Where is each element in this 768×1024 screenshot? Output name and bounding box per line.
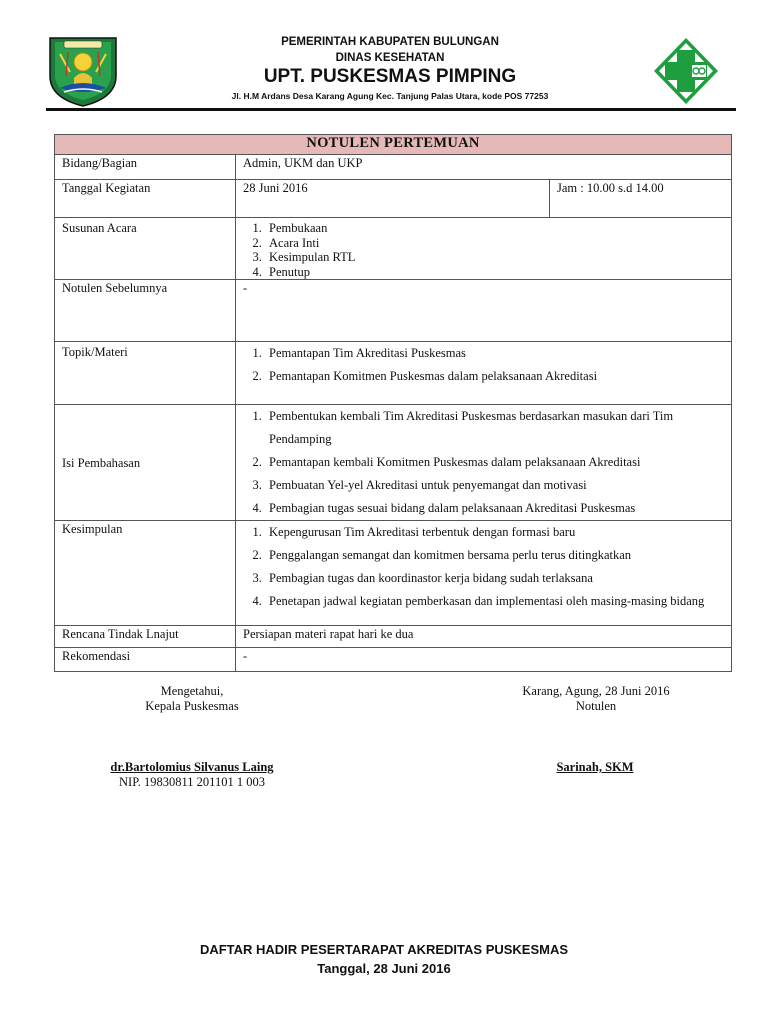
value-kesimpulan bbox=[236, 521, 732, 626]
head-name: dr.Bartolomius Silvanus Laing bbox=[110, 760, 274, 774]
topic-list bbox=[243, 342, 724, 388]
agenda-list bbox=[243, 221, 724, 279]
minute-taker-name: Sarinah, SKM bbox=[556, 760, 634, 774]
minutes-table bbox=[54, 134, 732, 672]
value-jam: Jam : 10.00 s.d 14.00 bbox=[550, 180, 732, 218]
value-topik bbox=[236, 342, 732, 405]
header-government-line: PEMERINTAH KABUPATEN BULUNGAN bbox=[281, 36, 499, 48]
label-bidang: Bidang/Bagian bbox=[55, 155, 236, 180]
list-item: 1. Pembentukan kembali Tim Akreditasi Puskesmas berdasarkan masukan dari Tim Pendamping bbox=[265, 405, 724, 451]
label-tanggal: Tanggal Kegiatan bbox=[55, 180, 236, 218]
label-kesimpulan: Kesimpulan bbox=[55, 521, 236, 626]
signatory-left bbox=[72, 760, 312, 790]
list-item: 3. Pembagian tugas dan koordinastor kerja bidang sudah terlaksana bbox=[265, 567, 724, 590]
header-institution-name: UPT. PUSKESMAS PIMPING bbox=[263, 66, 517, 87]
value-bidang: Admin, UKM dan UKP bbox=[236, 155, 732, 180]
value-tanggal: 28 Juni 2016 bbox=[236, 180, 550, 218]
sig-left-line2: Kepala Puskesmas bbox=[145, 699, 239, 713]
letterhead bbox=[0, 0, 768, 112]
header-department-line: DINAS KESEHATAN bbox=[335, 52, 445, 64]
conclusion-list bbox=[243, 521, 724, 613]
signature-right bbox=[480, 684, 712, 714]
minutes-title: NOTULEN PERTEMUAN bbox=[55, 135, 732, 155]
puskesmas-cross-icon bbox=[652, 36, 720, 106]
label-topik: Topik/Materi bbox=[55, 342, 236, 405]
header-address: Jl. H.M Ardans Desa Karang Agung Kec. Tanjung Palas Utara, kode POS 77253 bbox=[231, 91, 549, 101]
list-item: 2. Pemantapan Komitmen Puskesmas dalam pelaksanaan Akreditasi bbox=[265, 365, 724, 388]
sig-right-line1: Karang, Agung, 28 Juni 2016 bbox=[522, 684, 670, 698]
label-isi: Isi Pembahasan bbox=[55, 405, 236, 521]
attendance-date: Tanggal, 28 Juni 2016 bbox=[317, 961, 451, 976]
label-rekomendasi: Rekomendasi bbox=[55, 648, 236, 672]
list-item: 1. Pembukaan bbox=[265, 221, 724, 236]
value-rtl: Persiapan materi rapat hari ke dua bbox=[236, 626, 732, 648]
label-notulen-sebelumnya: Notulen Sebelumnya bbox=[55, 280, 236, 342]
list-item: 4. Penutup bbox=[265, 265, 724, 280]
value-isi bbox=[236, 405, 732, 521]
list-item: 1. Kepengurusan Tim Akreditasi terbentuk dengan formasi baru bbox=[265, 521, 724, 544]
sig-left-line1: Mengetahui, bbox=[160, 684, 224, 698]
head-nip: NIP. 19830811 201101 1 003 bbox=[119, 775, 265, 789]
value-notulen-sebelumnya: - bbox=[236, 280, 732, 342]
discussion-list bbox=[243, 405, 724, 520]
list-item: 4. Pembagian tugas sesuai bidang dalam pelaksanaan Akreditasi Puskesmas bbox=[265, 497, 724, 520]
list-item: 2. Acara Inti bbox=[265, 236, 724, 251]
letterhead-divider bbox=[46, 108, 736, 111]
value-rekomendasi: - bbox=[236, 648, 732, 672]
list-item: 2. Pemantapan kembali Komitmen Puskesmas dalam pelaksanaan Akreditasi bbox=[265, 451, 724, 474]
list-item: 3. Kesimpulan RTL bbox=[265, 250, 724, 265]
label-rtl: Rencana Tindak Lnajut bbox=[55, 626, 236, 648]
bulungan-emblem-icon bbox=[46, 32, 120, 108]
list-item: 3. Pembuatan Yel-yel Akreditasi untuk penyemangat dan motivasi bbox=[265, 474, 724, 497]
sig-right-line2: Notulen bbox=[575, 699, 617, 713]
value-susunan bbox=[236, 218, 732, 280]
list-item: 4. Penetapan jadwal kegiatan pemberkasan dan implementasi oleh masing-masing bidang bbox=[265, 590, 724, 613]
attendance-title: DAFTAR HADIR PESERTARAPAT AKREDITAS PUSKESMAS bbox=[199, 942, 569, 957]
list-item: 2. Penggalangan semangat dan komitmen bersama perlu terus ditingkatkan bbox=[265, 544, 724, 567]
label-susunan: Susunan Acara bbox=[55, 218, 236, 280]
signature-left bbox=[92, 684, 292, 714]
list-item: 1. Pemantapan Tim Akreditasi Puskesmas bbox=[265, 342, 724, 365]
signatory-right bbox=[520, 760, 670, 775]
